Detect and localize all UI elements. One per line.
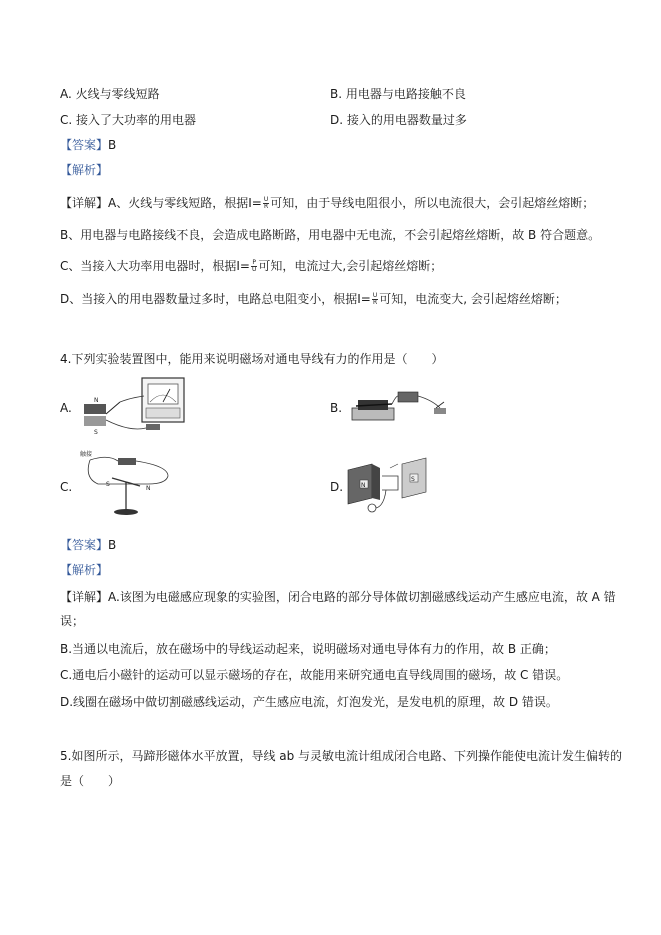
svg-text:S: S [94,429,98,436]
q3-option-b: B. 用电器与电路接触不良 [330,87,466,101]
q4-explain-a-line1: 【详解】A.该图为电磁感应现象的实验图，闭合电路的部分导体做切割磁感线运动产生感应电流，故 A 错 [60,590,616,604]
answer-label: 【答案】 [60,138,109,152]
q3-explain-a: 【详解】A、火线与零线短路，根据I= $\frac{U}{R}$ 可知，由于导线电阻很小，所以电流很大，会引起熔丝熔断； [60,196,595,210]
figure-force-on-current-conductor [348,384,450,426]
q3-option-c: C. 接入了大功率的用电器 [60,113,197,127]
answer-label: 【答案】 [60,538,109,552]
q4-explain-b: B.当通以电流后，放在磁场中的导线运动起来，说明磁场对通电导体有力的作用，故 B 正确； [60,642,556,656]
svg-text:S: S [106,481,110,488]
figure-oersted-experiment [78,448,174,520]
fraction-u-over-r: $\frac{U}{R}$ [263,196,269,210]
fraction-u-over-r: $\frac{U}{R}$ [372,292,378,306]
q3-answer [60,137,116,153]
svg-text:触接: 触接 [80,451,93,458]
fraction-p-over-u: $\frac{P}{U}$ [251,259,257,273]
q4-analysis-label: 【解析】 [60,563,109,577]
q5-stem-line2: 是（ ） [60,774,121,788]
q4-explain-c: C.通电后小磁针的运动可以显示磁场的存在，故能用来研究通电直导线周围的磁场，故 C 错误。 [60,668,569,682]
svg-text:N: N [146,485,151,492]
detail-label: 【详解】 [60,590,109,604]
q3-explain-b: B、用电器与电路接线不良，会造成电路断路，用电器中无电流，不会引起熔丝熔断，故 B 符合题意。 [60,228,601,242]
figure-electromagnetic-induction [80,376,190,438]
q4-option-d-label: D. [330,480,344,494]
q4-explain-d: D.线圈在磁场中做切割磁感线运动，产生感应电流，灯泡发光，是发电机的原理，故 D 错误。 [60,695,558,709]
answer-value: B [108,538,117,552]
q3-option-d: D. 接入的用电器数量过多 [330,113,467,127]
answer-value: B [108,138,117,152]
q3-explain-c: C、当接入大功率用电器时，根据I= $\frac{P}{U}$ 可知，电流过大,会引起熔丝熔断； [60,259,443,273]
q3-analysis-label: 【解析】 [60,163,109,177]
q4-answer [60,537,116,553]
q3-option-a: A. 火线与零线短路 [60,87,160,101]
detail-label: 【详解】 [60,196,109,210]
q5-stem-line1: 5.如图所示，马蹄形磁体水平放置，导线 ab 与灵敏电流计组成闭合电路、下列操作能使电流计发生偏转的 [60,749,623,763]
q4-option-b-label: B. [330,401,343,415]
q4-explain-a-line2: 误； [60,614,85,628]
svg-text:N: N [94,397,99,404]
svg-text:N: N [361,482,366,489]
q4-stem: 4.下列实验装置图中，能用来说明磁场对通电导线有力的作用是（ ） [60,352,444,366]
q4-option-a-label: A. [60,401,72,415]
svg-text:S: S [411,476,415,483]
q4-option-c-label: C. [60,480,73,494]
q3-explain-d: D、当接入的用电器数量过多时，电路总电阻变小，根据I= $\frac{U}{R}$ 可知，电流变大, 会引起熔丝熔断； [60,292,567,306]
figure-generator-principle [346,454,432,516]
